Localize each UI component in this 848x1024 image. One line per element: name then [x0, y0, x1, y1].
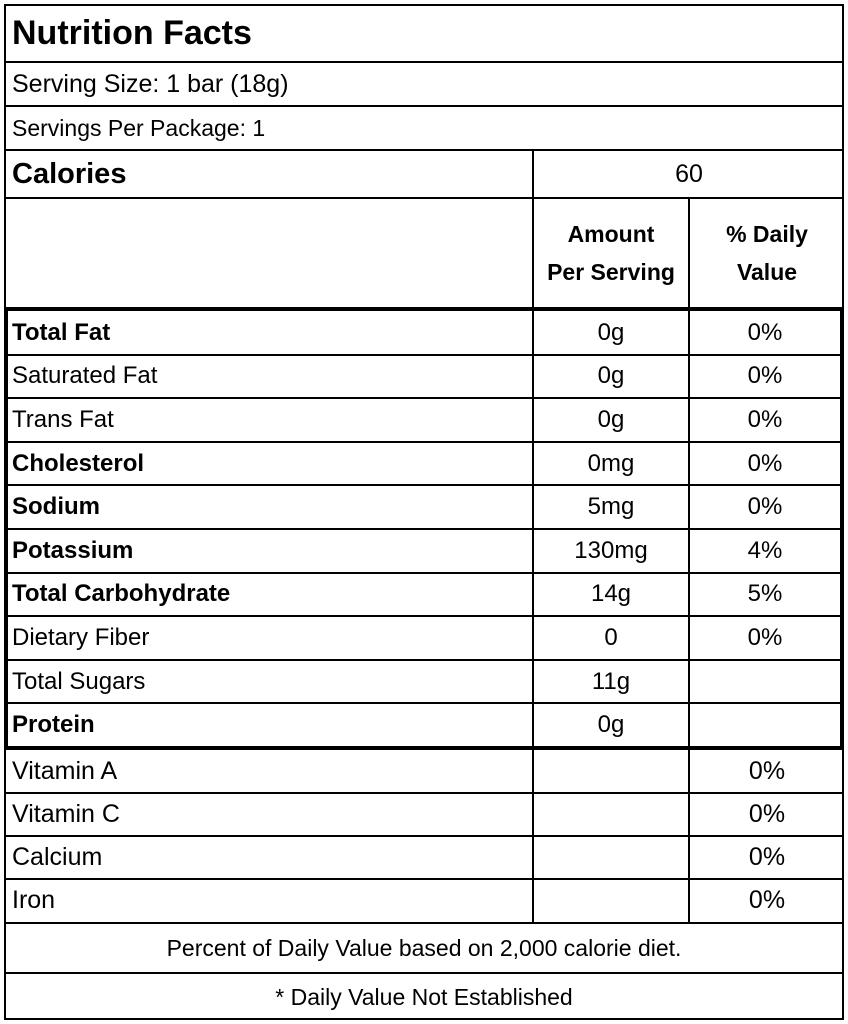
divider [4, 792, 844, 794]
vitamin-daily-value: 0% [748, 843, 786, 871]
nutrient-amount: 0g [597, 405, 625, 433]
divider [4, 878, 844, 880]
divider [532, 149, 534, 197]
divider [688, 750, 690, 923]
amount-header-line2: Per Serving [547, 259, 675, 285]
vitamin-amount [534, 879, 688, 922]
nutrient-name: Total Sugars [12, 667, 146, 695]
nutrient-amount: 0 [604, 623, 618, 651]
nutrient-amount: 0g [597, 362, 625, 390]
vitamin-amount [534, 836, 688, 879]
nutrient-amount: 0g [597, 318, 625, 346]
nutrient-name: Saturated Fat [12, 362, 158, 390]
vitamin-name: Iron [12, 886, 56, 914]
label-title: Nutrition Facts [12, 13, 252, 52]
footnote-not-established: * Daily Value Not Established [275, 983, 573, 1010]
vitamin-name: Vitamin A [12, 757, 118, 785]
divider [4, 835, 844, 837]
nutrient-daily-value: 0% [747, 318, 783, 346]
nutrient-amount: 130mg [574, 536, 648, 564]
divider [532, 197, 534, 309]
servings-per-package: Servings Per Package: 1 [12, 114, 266, 141]
amount-header [534, 199, 688, 307]
nutrient-daily-value: 0% [747, 493, 783, 521]
nutrient-amount: 0g [597, 711, 625, 739]
vitamin-daily-value: 0% [748, 800, 786, 828]
nutrient-box-border [4, 307, 844, 750]
calories-value: 60 [675, 159, 703, 188]
vitamin-daily-value: 0% [748, 886, 786, 914]
vitamin-amount [534, 793, 688, 836]
nutrient-name: Trans Fat [12, 405, 114, 433]
calories-label: Calories [12, 157, 127, 190]
nutrient-daily-value: 0% [747, 405, 783, 433]
daily-value-header-line2: Value [736, 259, 798, 285]
nutrient-daily-value: 0% [747, 623, 783, 651]
nutrient-name: Total Carbohydrate [12, 580, 231, 608]
nutrient-name: Sodium [12, 493, 100, 521]
vitamin-daily-value: 0% [748, 757, 786, 785]
nutrient-name: Cholesterol [12, 449, 145, 477]
nutrient-name: Potassium [12, 536, 134, 564]
nutrient-amount: 14g [590, 580, 632, 608]
nutrient-amount: 0mg [587, 449, 635, 477]
divider [688, 197, 690, 309]
vitamin-name: Vitamin C [12, 800, 120, 828]
serving-size: Serving Size: 1 bar (18g) [12, 69, 289, 98]
nutrient-daily-value: 0% [747, 449, 783, 477]
amount-header-line1: Amount [567, 221, 655, 247]
nutrition-label [4, 4, 844, 1020]
nutrient-name: Protein [12, 711, 95, 739]
vitamin-amount [534, 750, 688, 793]
divider [532, 750, 534, 923]
daily-value-header [690, 199, 844, 307]
nutrient-daily-value: 0% [747, 362, 783, 390]
nutrient-amount: 5mg [587, 493, 635, 521]
nutrient-name: Dietary Fiber [12, 623, 150, 651]
nutrient-daily-value: 5% [747, 580, 783, 608]
footnote-daily-value: Percent of Daily Value based on 2,000 calorie diet. [166, 934, 682, 961]
nutrient-amount: 11g [591, 667, 631, 695]
vitamin-name: Calcium [12, 843, 103, 871]
daily-value-header-line1: % Daily [726, 221, 808, 247]
nutrient-name: Total Fat [12, 318, 111, 346]
nutrient-daily-value: 4% [747, 536, 783, 564]
